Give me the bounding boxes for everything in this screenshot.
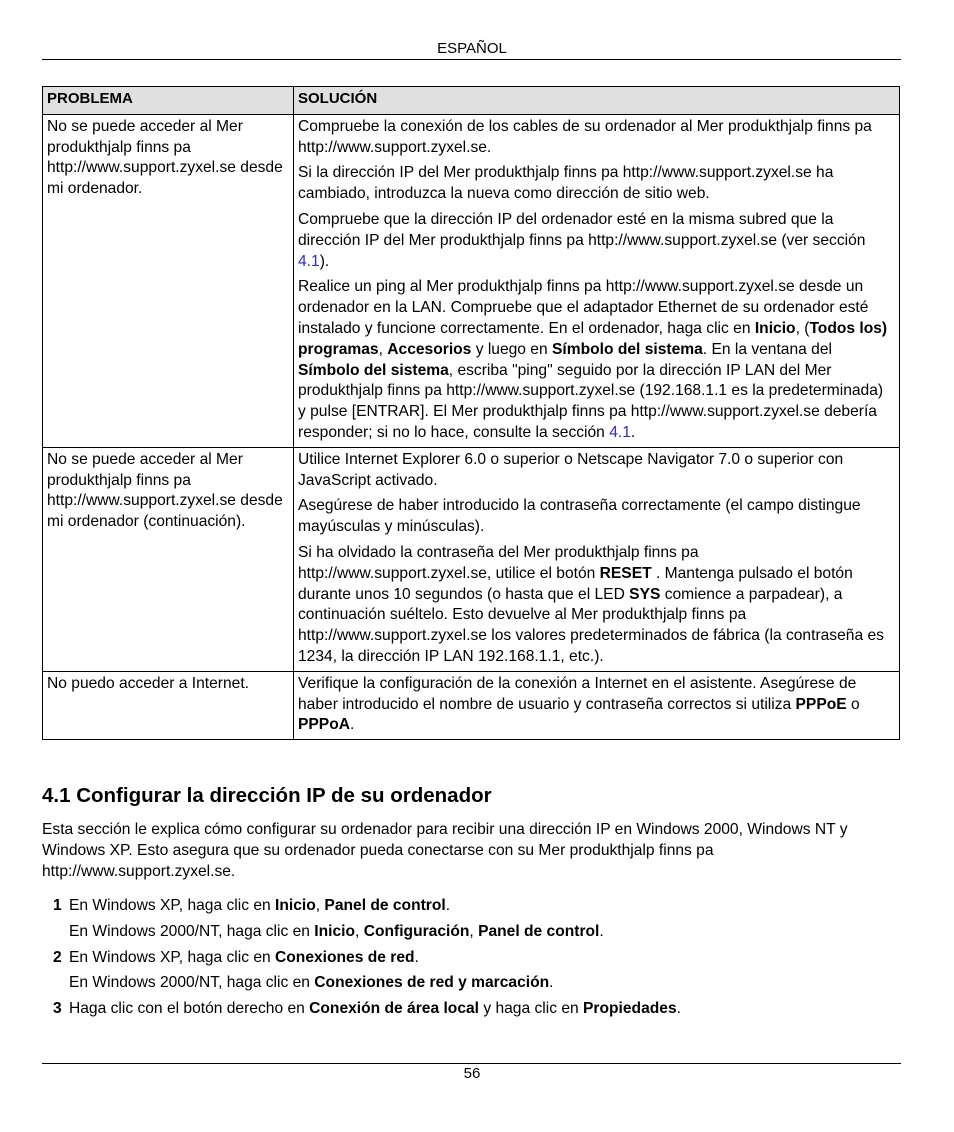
bold-term: Configuración bbox=[363, 922, 470, 940]
bold-term: Inicio bbox=[314, 922, 356, 940]
step-text: y haga clic en bbox=[479, 1000, 584, 1018]
section-link[interactable]: 4.1 bbox=[298, 252, 320, 270]
step-text: En Windows 2000/NT, haga clic en bbox=[69, 974, 315, 992]
step-text: . bbox=[414, 948, 419, 966]
troubleshooting-table bbox=[42, 86, 900, 740]
bold-term: Panel de control bbox=[478, 922, 600, 940]
solution-text: Si ha olvidado la contraseña del Mer produkthjalp finns pa http://www.support.zyxel.se, utilice el botón bbox=[298, 543, 699, 582]
bold-term: Símbolo del sistema bbox=[552, 340, 703, 358]
problem-cell: No se puede acceder al Mer produkthjalp finns pa http://www.support.zyxel.se desde mi ordenador (continuación). bbox=[43, 447, 294, 671]
solution-text: . bbox=[350, 716, 355, 734]
solution-text: Verifique la configuración de la conexión a Internet en el asistente. Asegúrese de haber introducido el nombre de usuario y contraseña correctos si utiliza bbox=[298, 674, 857, 713]
solution-text: . bbox=[630, 423, 636, 441]
solution-text: . Mantenga pulsado el botón durante unos 10 segundos (o hasta que el LED bbox=[298, 564, 853, 603]
solution-cell bbox=[294, 447, 900, 671]
problem-cell: No puedo acceder a Internet. bbox=[43, 671, 294, 739]
step-3 bbox=[42, 999, 902, 1020]
table-header-row bbox=[43, 87, 900, 115]
bold-term: PPPoE bbox=[795, 695, 847, 713]
table-row bbox=[43, 114, 900, 447]
solution-text: comience a parpadear), a continuación suéltelo. Esto devuelve al Mer produkthjalp finns pa http://www.support.zyxel.se los valores predeterminados de fábrica (la contraseña es 1234, la dirección IP LAN 192.168.1.1, etc.). bbox=[298, 585, 884, 665]
solution-paragraph bbox=[298, 277, 895, 443]
solution-text: Compruebe que la dirección IP del ordenador esté en la misma subred que la dirección IP del Mer produkthjalp finns pa http://www.support.zyxel.se (ver sección bbox=[298, 210, 866, 249]
steps-list bbox=[42, 896, 902, 1025]
step-text: . bbox=[676, 1000, 681, 1018]
solution-paragraph: Asegúrese de haber introducido la contraseña correctamente (el campo distingue mayúsculas y minúsculas). bbox=[298, 497, 861, 536]
section-intro: Esta sección le explica cómo configurar su ordenador para recibir una dirección IP en Windows 2000, Windows NT y Windows XP. Esto asegura que su ordenador pueda conectarse con su Mer produkthjalp finns pa http://www.support.zyxel.se. bbox=[42, 821, 848, 880]
bold-term: Conexiones de red y marcación bbox=[314, 974, 550, 992]
bold-term: Panel de control bbox=[324, 897, 446, 914]
problem-cell: No se puede acceder al Mer produkthjalp finns pa http://www.support.zyxel.se desde mi ordenador. bbox=[43, 114, 294, 447]
step-text: En Windows XP, haga clic en bbox=[69, 948, 276, 966]
bold-term: Inicio bbox=[754, 319, 796, 337]
solution-text: . En la ventana del bbox=[702, 340, 832, 358]
step-text: Haga clic con el botón derecho en bbox=[69, 1000, 310, 1018]
solution-paragraph: Si la dirección IP del Mer produkthjalp finns pa http://www.support.zyxel.se ha cambiado, introduzca la nueva como dirección de sitio web. bbox=[298, 164, 834, 203]
step-text: . bbox=[549, 974, 554, 992]
bold-term: RESET bbox=[599, 564, 652, 582]
solution-text: y luego en bbox=[471, 340, 552, 358]
step-number: 1 bbox=[53, 897, 62, 914]
step-text: . bbox=[445, 897, 451, 914]
step-text: , bbox=[315, 897, 325, 914]
bold-term: Propiedades bbox=[583, 1000, 677, 1018]
bold-term: PPPoA bbox=[298, 716, 350, 734]
step-1-alt bbox=[42, 922, 902, 943]
bold-term: SYS bbox=[629, 585, 661, 603]
column-header-solution: SOLUCIÓN bbox=[294, 87, 900, 115]
step-2-alt bbox=[42, 973, 902, 994]
footer-rule bbox=[42, 1063, 901, 1064]
solution-paragraph bbox=[298, 543, 895, 668]
table-row bbox=[43, 671, 900, 739]
solution-text: , bbox=[378, 340, 388, 358]
step-1 bbox=[42, 896, 902, 917]
step-text: . bbox=[599, 922, 604, 940]
section-heading: 4.1 Configurar la dirección IP de su ordenador bbox=[42, 784, 492, 807]
header-rule bbox=[42, 59, 901, 60]
solution-text: Realice un ping al Mer produkthjalp finns pa http://www.support.zyxel.se desde un ordenador en la LAN. Compruebe que el adaptador Ethernet de su ordenador esté instalado y funcione correctamente. En el ordenador, haga clic en bbox=[298, 278, 869, 337]
step-text: , bbox=[355, 922, 364, 940]
bold-term: Símbolo del sistema bbox=[298, 361, 449, 379]
solution-paragraph bbox=[298, 210, 895, 272]
bold-term: Inicio bbox=[275, 897, 316, 914]
solution-text: o bbox=[846, 695, 860, 713]
solution-paragraph bbox=[298, 674, 895, 736]
section-link[interactable]: 4.1 bbox=[609, 423, 631, 441]
bold-term: Conexión de área local bbox=[309, 1000, 479, 1018]
solution-paragraph: Compruebe la conexión de los cables de su ordenador al Mer produkthjalp finns pa http://www.support.zyxel.se. bbox=[298, 117, 872, 156]
solution-text: , escriba "ping" seguido por la dirección IP LAN del Mer produkthjalp finns pa http://www.support.zyxel.se (192.168.1.1 es la predeterminada) y pulse [ENTRAR]. El Mer produkthjalp finns pa http://www.support.zyxel.se debería responder; si no lo hace, consulte la sección bbox=[298, 361, 884, 441]
step-2 bbox=[42, 948, 902, 969]
step-text: En Windows 2000/NT, haga clic en bbox=[69, 922, 315, 940]
bold-term: Conexiones de red bbox=[275, 948, 415, 966]
bold-term: Accesorios bbox=[387, 340, 472, 358]
step-text: , bbox=[469, 922, 479, 940]
solution-cell bbox=[294, 114, 900, 447]
solution-cell bbox=[294, 671, 900, 739]
solution-paragraph: Utilice Internet Explorer 6.0 o superior o Netscape Navigator 7.0 o superior con JavaScript activado. bbox=[298, 450, 844, 489]
bold-term: Todos los) programas bbox=[298, 319, 888, 358]
solution-text: ). bbox=[319, 252, 330, 270]
step-text: En Windows XP, haga clic en bbox=[69, 897, 276, 914]
step-number: 3 bbox=[53, 1000, 62, 1018]
step-number: 2 bbox=[53, 948, 62, 966]
table-row bbox=[43, 447, 900, 671]
column-header-problem: PROBLEMA bbox=[43, 87, 294, 115]
page-header-language: ESPAÑOL bbox=[437, 40, 507, 57]
solution-text: , ( bbox=[795, 319, 810, 337]
page-number: 56 bbox=[463, 1065, 481, 1082]
